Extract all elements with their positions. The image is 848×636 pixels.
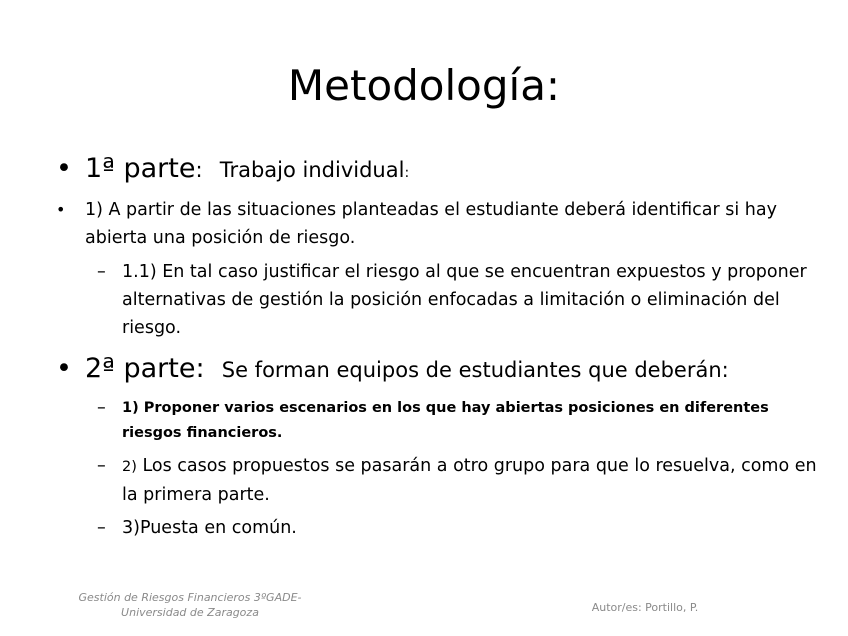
part1-bullet-item [56,152,816,190]
item1-text: 1) A partir de las situaciones planteadas el estudiante deberá identificar si hay abierta una posición de riesgo. [85,200,777,248]
bullet-dot: • [56,353,72,384]
part2-heading: 2ª parte [85,353,196,384]
part2-subheading: Se forman equipos de estudiantes que deberán: [221,358,729,382]
bullet-dot: • [56,200,66,219]
bullet-dash: – [97,398,106,418]
part1-subheading: Trabajo individual [219,158,405,182]
part2-separator: : [195,353,205,384]
part2-bullet-item [56,352,816,387]
item1-1-bullet-item [97,258,817,342]
part2-subitem-2-body: Los casos propuestos se pasarán a otro grupo para que lo resuelva, como en la primera parte. [122,456,817,505]
slide-title: Metodología: [287,61,561,110]
part2-subitem-1 [97,396,817,446]
bullet-dash: – [97,262,106,282]
part2-subitem-3 [97,514,817,542]
part1-heading: 1ª parte [85,153,196,184]
part2-text [85,353,729,384]
footer-course-info [60,590,320,620]
part2-subitem-1-text: 1) Proponer varios escenarios en los que hay abiertas posiciones en diferentes riesgos financieros. [122,400,769,441]
part2-subitem-2-number: 2) [122,459,137,475]
part2-subitem-2 [97,452,817,509]
bullet-dot: • [56,153,72,184]
item1-bullet-item [56,196,816,252]
part1-end-colon: : [404,165,410,181]
part1-text [85,153,409,184]
footer-author: Autor/es: Portillo, P. [591,601,699,614]
bullet-dash: – [97,518,106,538]
footer-course-line1: Gestión de Riesgos Financieros 3ºGADE- [78,591,302,604]
part1-separator: : [195,158,203,182]
part2-subitem-3-text: 3)Puesta en común. [122,518,297,538]
item1-1-text: 1.1) En tal caso justificar el riesgo al que se encuentran expuestos y proponer alternativas de gestión la posición enfocadas a limitación o eliminación del riesgo. [122,262,807,338]
footer-course-line2: Universidad de Zaragoza [121,606,259,619]
part2-subitem-2-text [122,452,817,509]
bullet-dash: – [97,456,106,476]
